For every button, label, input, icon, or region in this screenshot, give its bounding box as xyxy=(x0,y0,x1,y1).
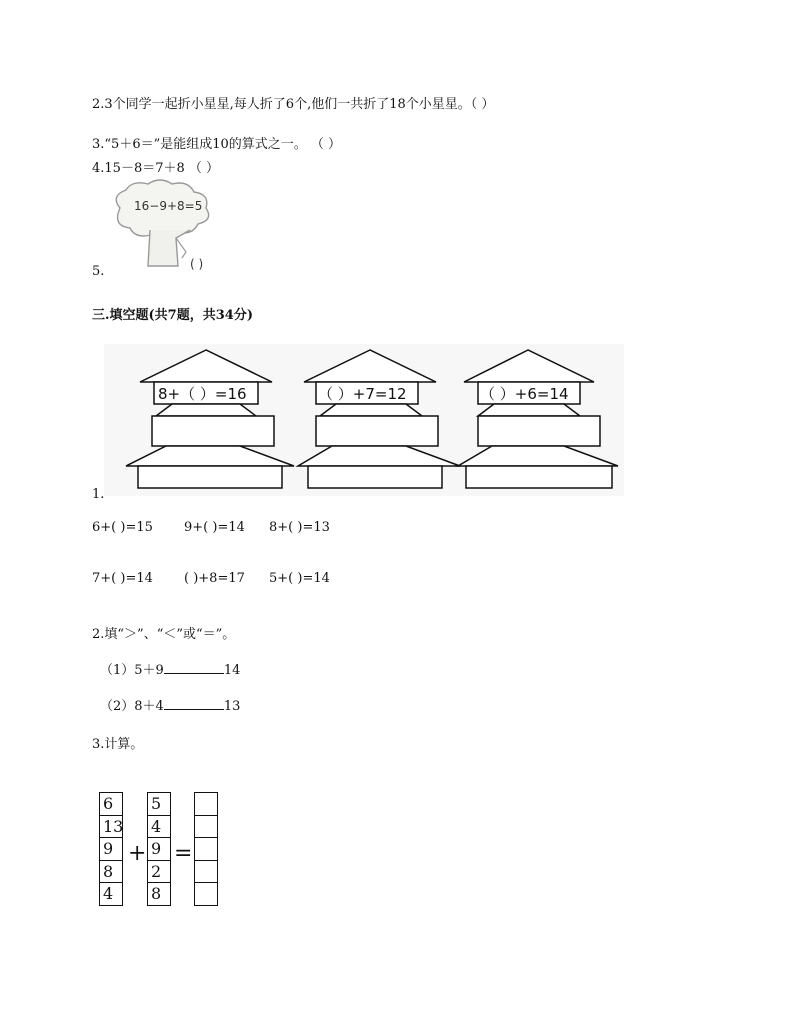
tree-answer-paren: ( ) xyxy=(190,257,204,271)
fill-2-item-1-suffix: 14 xyxy=(223,663,241,678)
calc-col2-cell: 4 xyxy=(147,815,171,839)
house-3-equation: （ ）+6=14 xyxy=(480,385,569,403)
houses-figure xyxy=(104,344,624,496)
fill-2-title: 2.填“＞”、“＜”或“＝”。 xyxy=(92,627,236,642)
calc-col1-cell: 9 xyxy=(99,837,123,861)
calc-col2-cell: 9 xyxy=(147,837,171,861)
calc-answer-cell[interactable] xyxy=(194,860,218,884)
fill-2-item-2-suffix: 13 xyxy=(223,699,241,714)
question-2: 2.3个同学一起折小星星,每人折了6个,他们一共折了18个小星星。（ ） xyxy=(92,97,495,112)
question-3: 3.“5＋6＝”是能组成10的算式之一。 （ ） xyxy=(92,137,342,152)
fill-2-item-2-blank[interactable] xyxy=(164,697,224,710)
fill-1-row2-c: 5+( )=14 xyxy=(269,571,330,586)
question-5-label: 5. xyxy=(92,264,105,279)
calc-col1-cell: 8 xyxy=(99,860,123,884)
house-1-equation: 8+（ ）=16 xyxy=(158,385,247,403)
calc-answer-cell[interactable] xyxy=(194,792,218,816)
calc-column-1 xyxy=(99,792,123,906)
calc-answer-cell[interactable] xyxy=(194,882,218,906)
fill-2-item-1 xyxy=(100,659,240,678)
tree-illustration xyxy=(106,178,256,274)
calc-col1-cell: 6 xyxy=(99,792,123,816)
fill-1-row2-b: ( )+8=17 xyxy=(184,571,245,586)
equals-sign: = xyxy=(174,841,193,866)
plus-sign: + xyxy=(128,841,147,866)
calc-col2-cell: 5 xyxy=(147,792,171,816)
calc-col2-cell: 8 xyxy=(147,882,171,906)
calc-column-2 xyxy=(147,792,171,906)
calc-col1-cell: 13 xyxy=(99,815,123,839)
fill-2-item-1-blank[interactable] xyxy=(164,661,224,674)
fill-1-row1-b: 9+( )=14 xyxy=(184,520,245,535)
fill-1-row1-c: 8+( )=13 xyxy=(269,520,330,535)
fill-3-title: 3.计算。 xyxy=(92,737,144,752)
question-4: 4.15－8＝7＋8 （ ） xyxy=(92,161,220,176)
fill-1-row1-a: 6+( )=15 xyxy=(92,520,153,535)
house-2-equation: （ ）+7=12 xyxy=(318,385,407,403)
calc-col1-cell: 4 xyxy=(99,882,123,906)
fill-2-item-1-prefix: （1）5＋9 xyxy=(100,663,164,678)
calc-column-answer xyxy=(194,792,218,906)
section-title: 三.填空题(共7题，共34分) xyxy=(92,308,253,323)
tree-equation: 16−9+8=5 xyxy=(134,199,203,213)
fill-1-row2-a: 7+( )=14 xyxy=(92,571,153,586)
fill-2-item-2-prefix: （2）8＋4 xyxy=(100,699,164,714)
calc-answer-cell[interactable] xyxy=(194,815,218,839)
fill-2-item-2 xyxy=(100,695,240,714)
calc-answer-cell[interactable] xyxy=(194,837,218,861)
calc-col2-cell: 2 xyxy=(147,860,171,884)
fill-1-label: 1. xyxy=(92,487,105,502)
